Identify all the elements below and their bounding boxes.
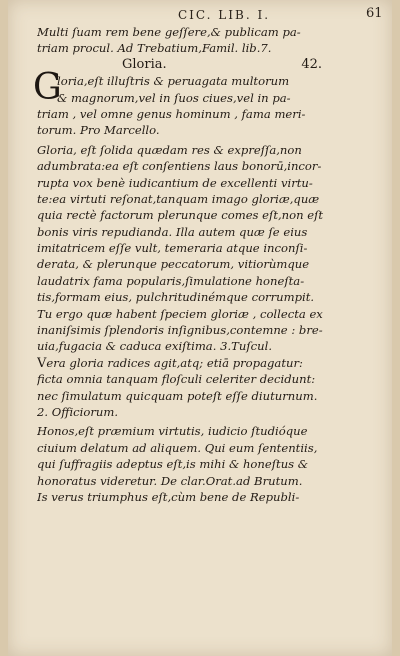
text-line: & magnorum,vel in ſuos ciues,vel in pa- [57,90,291,105]
text-line: te:ea virtuti reſonat,tanquam imago gloriæ,quæ [37,191,320,206]
text-line: qui ſuffragiis adeptus eſt,is mihi & honeſtus & [37,457,309,472]
paragraph [33,67,362,139]
text-line: ciuium delatum ad aliquem. Qui eum ſententiis, [37,440,318,455]
text-line: ficta omnia tanquam floſculi celeriter decidunt: [37,372,316,387]
text-line: quia rectè factorum plerunque comes eſt,non eſt [37,208,324,223]
text-fragment: era gloria radices agit,atq; etiā propagatur: [46,355,303,370]
text-line: uia,fugacia & caduca exiſtima. 3.Tuſcul. [37,339,272,354]
running-head: CIC. LIB. I. [178,8,271,22]
text-line: adumbrata:ea eſt conſentiens laus bonorū,incor- [37,159,322,174]
text-line: Honos,eſt præmium virtutis, iudicio ſtudióque [37,424,308,439]
heading-number: 42. [301,56,322,72]
text-line: triam , vel omne genus hominum , fama meri- [37,106,306,121]
text-line: derata, & plerunque peccatorum, vitiorùmque [37,257,310,272]
text-line: bonis viris repudianda. Illa autem quæ ſe eius [37,224,308,239]
text-line: nec ſimulatum quicquam poteſt eſſe diuturnum. [37,388,318,403]
text-line: Multi ſuam rem bene geſſere,& publicam pa- [37,25,301,39]
text-line: 2. Officiorum. [37,404,119,419]
text-line: triam procul. Ad Trebatium,Famil. lib.7. [37,41,272,56]
text-line: tis,formam eius, pulchritudinémque corrumpit. [37,290,315,305]
text-line: loria,eſt illuſtris & peruagata multorum [57,74,290,89]
text-line: honoratus videretur. De clar.Orat.ad Brutum. [37,473,303,488]
text-line: imitatricem eſſe vult, temeraria atque inconſi- [37,241,308,256]
book-page [8,0,392,656]
text-line: Tu ergo quæ habent ſpeciem gloriæ , collecta ex [37,306,323,321]
section-heading [37,57,362,73]
text-line: laudatrix fama popularis,ſimulatione honeſta- [37,273,305,288]
page-text [33,24,362,505]
heading-title: Gloria. [122,56,167,72]
text-line: rupta vox benè iudicantium de excellenti virtu- [37,175,313,190]
text-line: Gloria, eſt ſolida quædam res & expreſſa,non [37,142,302,157]
page-number: 61 [366,6,383,21]
text-line: inaniſsimis ſplendoris inſignibus,contemne : bre- [37,323,323,338]
text-line: Is verus triumphus eſt,cùm bene de Republi- [37,489,300,504]
text-line: torum. Pro Marcello. [37,123,160,138]
initial-letter: V [37,355,47,371]
drop-cap: G [33,67,62,109]
text-line [37,355,362,371]
